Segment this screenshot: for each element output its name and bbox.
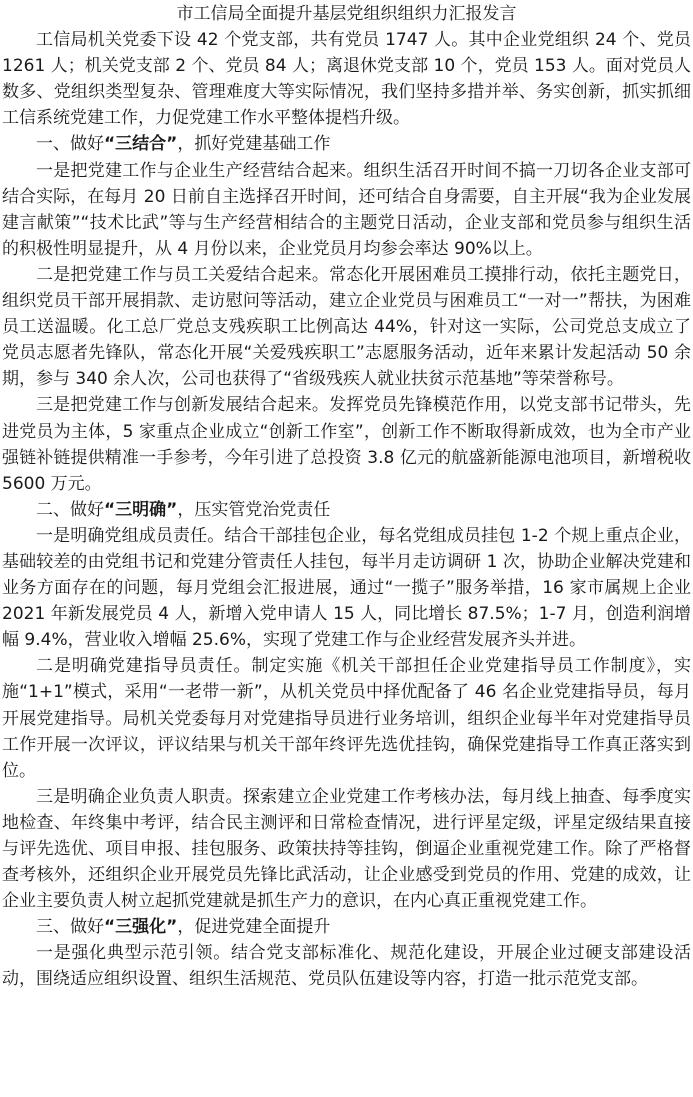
- intro-paragraph: 工信局机关党委下设 42 个党支部，共有党员 1747 人。其中企业党组织 24 个、党员 1261 人；机关党支部 2 个、党员 84 人；离退休党支部 10 个，党员 153 人。面对党员人数多、党组织类型复杂、管理难度大等实际情况，我们坚持多措并举、务实创新，抓实抓细工信系统党建工作，力促党建工作水平整体提档升级。: [2, 30, 691, 129]
- section-1-heading-prefix: 一、做好: [36, 134, 104, 155]
- section-1-heading-suffix: ，抓好党建基础工作: [177, 134, 331, 155]
- section-1-paragraph-2: 二是把党建工作与员工关爱结合起来。常态化开展困难员工摸排行动，依托主题党日，组织党员干部开展捐款、走访慰问等活动，建立企业党员与困难员工“一对一”帮扶，为困难员工送温暖。化工总厂党总支残疾职工比例高达 44%，针对这一实际，公司党总支成立了党员志愿者先锋队，常态化开展“关爱残疾职工”志愿服务活动，近年来累计发起活动 50 余期，参与 340 余人次，公司也获得了“省级残疾人就业扶贫示范基地”等荣誉称号。: [2, 264, 691, 390]
- section-2-paragraph-1: 一是明确党组成员责任。结合干部挂包企业，每名党组成员挂包 1-2 个规上重点企业，基础较差的由党组书记和党建分管责任人挂包，每半月走访调研 1 次，协助企业解决党建和业务方面存在的问题，每月党组会汇报进展，通过“一揽子”服务举措，16 家市属规上企业 2021 年新发展党员 4 人，新增入党申请人 15 人，同比增长 87.5%；1-7 月，创造利润增幅 9.4%，营业收入增幅 25.6%，实现了党建工作与企业经营发展齐头并进。: [2, 525, 691, 651]
- section-2-heading-quote: “三明确”: [104, 499, 178, 520]
- document-title: 市工信局全面提升基层党组织组织力汇报发言: [176, 4, 517, 24]
- section-2-heading-prefix: 二、做好: [36, 499, 104, 520]
- section-2-heading: [2, 497, 691, 523]
- section-3-heading: [2, 914, 691, 940]
- section-3-heading-quote: “三强化”: [104, 917, 178, 938]
- section-2-heading-suffix: ，压实管党治党责任: [177, 499, 331, 520]
- section-3-paragraph-1: 一是强化典型示范引领。结合党支部标准化、规范化建设，开展企业过硬支部建设活动，围绕适应组织设置、组织生活规范、党员队伍建设等内容，打造一批示范党支部。: [2, 943, 691, 990]
- section-1-paragraph-1: 一是把党建工作与企业生产经营结合起来。组织生活召开时间不搞一刀切各企业支部可结合实际，在每月 20 日前自主选择召开时间，还可结合自身需要，自主开展“我为企业发展建言献策”“技术比武”等与生产经营相结合的主题党日活动，企业支部和党员参与组织生活的积极性明显提升，从 4 月份以来，企业党员月均参会率达 90%以上。: [2, 160, 691, 259]
- section-3-heading-suffix: ，促进党建全面提升: [177, 917, 331, 938]
- section-1-heading-quote: “三结合”: [104, 134, 178, 155]
- section-2-paragraph-3: 三是明确企业负责人职责。探索建立企业党建工作考核办法，每月线上抽查、每季度实地检查、年终集中考评，结合民主测评和日常检查情况，进行评星定级，评星定级结果直接与评先选优、项目申报、挂包服务、政策扶持等挂钩，倒逼企业重视党建工作。除了严格督查考核外，还组织企业开展党员先锋比武活动，让企业感受到党员的作用、党建的成效，让企业主要负责人树立起抓党建就是抓生产力的意识，在内心真正重视党建工作。: [2, 786, 691, 912]
- section-1-heading: [2, 131, 691, 157]
- section-3-heading-prefix: 三、做好: [36, 917, 104, 938]
- section-1-paragraph-3: 三是把党建工作与创新发展结合起来。发挥党员先锋模范作用，以党支部书记带头，先进党员为主体，5 家重点企业成立“创新工作室”，创新工作不断取得新成效，也为全市产业强链补链提供精准一手参考，今年引进了总投资 3.8 亿元的航盛新能源电池项目，新增税收 5600 万元。: [2, 395, 691, 494]
- document-body: [2, 0, 691, 993]
- section-2-paragraph-2: 二是明确党建指导员责任。制定实施《机关干部担任企业党建指导员工作制度》，实施“1+1”模式，采用“一老带一新”，从机关党员中择优配备了 46 名企业党建指导员，每月开展党建指导。局机关党委每月对党建指导员进行业务培训，组织企业每半年对党建指导员工作开展一次评议，评议结果与机关干部年终评先选优挂钩，确保党建指导工作真正落实到位。: [2, 656, 691, 781]
